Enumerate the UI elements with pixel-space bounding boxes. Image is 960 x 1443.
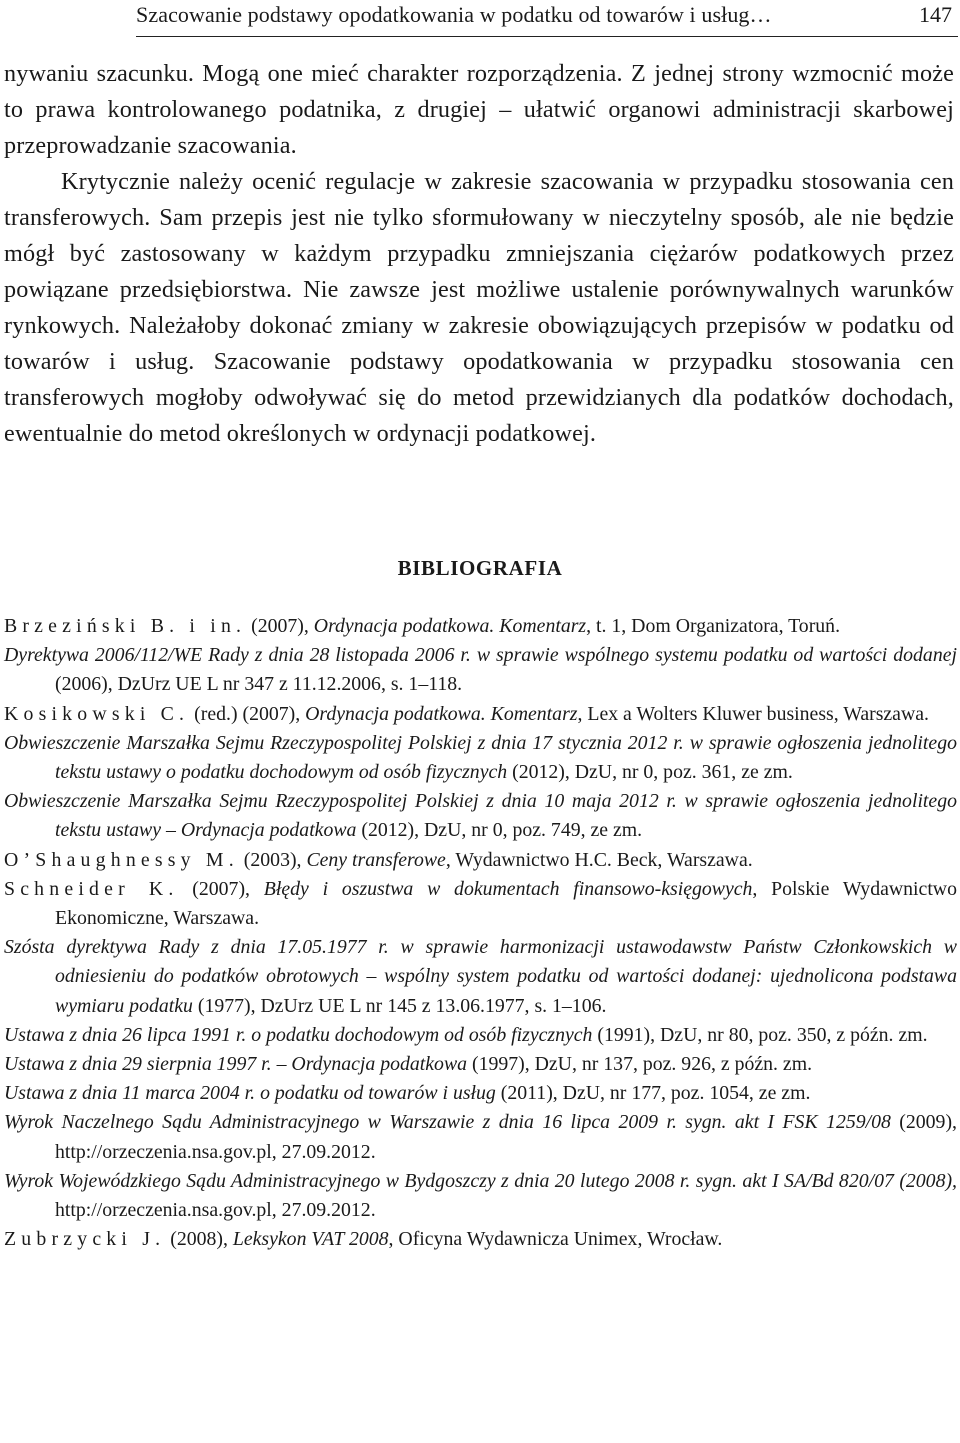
entry-details: (2007),	[246, 615, 314, 637]
entry-title: Szósta dyrektywa Rady z dnia 17.05.1977 r. w sprawie harmonizacji ustawodawstw Państw Członkowskich w odniesieniu do podatków obrotowych – wspólny system podatku od wartości dodanej: ujednolicona podstawa wymiaru podatku	[4, 936, 957, 1017]
bibliography-entry	[4, 700, 957, 729]
entry-details: (2007),	[178, 877, 264, 900]
entry-details: (2006), DzUrz UE L nr 347 z 11.12.2006, s. 1–118.	[55, 673, 463, 696]
bibliography-entry	[4, 1167, 957, 1225]
entry-title: Ustawa z dnia 29 sierpnia 1997 r. – Ordynacja podatkowa	[4, 1053, 468, 1076]
entry-author: Schneider K.	[4, 877, 179, 900]
bibliography-entry	[4, 641, 957, 699]
bibliography-entry	[4, 612, 957, 641]
entry-publisher: , t. 1, Dom Organizatora, Toruń.	[586, 615, 841, 637]
entry-title: Ordynacja podatkowa. Komentarz	[313, 615, 587, 637]
running-header	[136, 0, 958, 37]
entry-title: Ordynacja podatkowa. Komentarz	[305, 702, 578, 725]
bibliography-entry	[4, 1108, 957, 1166]
running-title: Szacowanie podstawy opodatkowania w podatku od towarów i usług…	[136, 2, 772, 27]
entry-title: Wyrok Wojewódzkiego Sądu Administracyjnego w Bydgoszczy z dnia 20 lutego 2008 r. sygn. akt I SA/Bd 820/07 (2008),	[4, 1169, 957, 1192]
entry-title: Dyrektywa 2006/112/WE Rady z dnia 28 listopada 2006 r. w sprawie wspólnego systemu podatku od wartości dodanej	[4, 644, 957, 667]
bibliography-entry	[4, 729, 957, 787]
page-number: 147	[919, 2, 952, 27]
entry-title: Ustawa z dnia 26 lipca 1991 r. o podatku dochodowym od osób fizycznych	[4, 1023, 593, 1046]
entry-details: (red.) (2007),	[189, 702, 306, 725]
bibliography-entry	[4, 1021, 957, 1050]
entry-author: O’Shaughnessy M.	[4, 848, 239, 871]
entry-details: (2012), DzU, nr 0, poz. 361, ze zm.	[507, 761, 793, 784]
entry-details: (2012), DzU, nr 0, poz. 749, ze zm.	[356, 819, 643, 842]
entry-publisher: , Oficyna Wydawnicza Unimex, Wrocław.	[388, 1228, 723, 1251]
entry-details: http://orzeczenia.nsa.gov.pl, 27.09.2012.	[55, 1199, 376, 1222]
bibliography-entry	[4, 1050, 957, 1079]
bibliography-entry	[4, 933, 957, 1021]
entry-title: Błędy i oszustwa w dokumentach finansowo-księgowych	[263, 877, 753, 900]
entry-details: (2009), http://orzeczenia.nsa.gov.pl, 27.09.2012.	[55, 1111, 957, 1163]
bibliography-entry	[4, 846, 957, 875]
bibliography-entry	[4, 1079, 957, 1108]
entry-details: (2011), DzU, nr 177, poz. 1054, ze zm.	[495, 1082, 811, 1105]
entry-author: Zubrzycki J.	[4, 1228, 166, 1251]
entry-details: (1977), DzUrz UE L nr 145 z 13.06.1977, s. 1–106.	[192, 994, 607, 1017]
entry-details: (1997), DzU, nr 137, poz. 926, z późn. zm.	[467, 1053, 813, 1076]
entry-author: Brzeziński B. i in.	[4, 615, 247, 637]
entry-author: Kosikowski C.	[4, 702, 190, 725]
entry-publisher: , Lex a Wolters Kluwer business, Warszawa.	[577, 702, 929, 725]
entry-publisher: , Wydawnictwo H.C. Beck, Warszawa.	[445, 848, 753, 871]
bibliography-entry	[4, 875, 957, 933]
bibliography-entry	[4, 1225, 957, 1254]
body-paragraph: Krytycznie należy ocenić regulacje w zakresie szacowania w przypadku stosowania cen transferowych. Sam przepis jest nie tylko sformułowany w nieczytelny sposób, ale nie będzie mógł być zastosowany w każdym przypadku zmniejszania ciężarów podatkowych przez powiązane przedsiębiorstwa. Nie zawsze jest możliwe ustalenie porównywalnych warunków rynkowych. Należałoby dokonać zmiany w zakresie obowiązujących przepisów w podatku od towarów i usług. Szacowanie podstawy opodatkowania w przypadku stosowania cen transferowych mogłoby odwoływać się do metod przewidzianych dla podatków dochodach, ewentualnie do metod określonych w ordynacji podatkowej.	[4, 168, 954, 447]
entry-details: (1991), DzU, nr 80, poz. 350, z późn. zm.	[592, 1023, 928, 1046]
bibliography-heading: BIBLIOGRAFIA	[397, 556, 563, 580]
entry-publisher: , Polskie Wydawnictwo Ekonomiczne, Warszawa.	[55, 877, 957, 930]
entry-title: Ceny transferowe	[306, 848, 446, 871]
bibliography-entry	[4, 787, 957, 845]
entry-title: Obwieszczenie Marszałka Sejmu Rzeczypospolitej Polskiej z dnia 10 maja 2012 r. w sprawie ogłoszenia jednolitego tekstu ustawy – Ordynacja podatkowa	[4, 790, 957, 842]
entry-details: (2008),	[165, 1228, 233, 1251]
entry-title: Obwieszczenie Marszałka Sejmu Rzeczypospolitej Polskiej z dnia 17 stycznia 2012 r. w sprawie ogłoszenia jednolitego tekstu ustawy o podatku dochodowym od osób fizycznych	[4, 731, 957, 784]
entry-title: Ustawa z dnia 11 marca 2004 r. o podatku od towarów i usług	[4, 1082, 496, 1105]
entry-details: (2003),	[238, 848, 307, 871]
bibliography-list	[4, 612, 957, 1254]
main-text	[4, 56, 954, 452]
entry-title: Wyrok Naczelnego Sądu Administracyjnego w Warszawie z dnia 16 lipca 2009 r. sygn. akt I FSK 1259/08	[4, 1111, 891, 1134]
body-paragraph: nywaniu szacunku. Mogą one mieć charakter rozporządzenia. Z jednej strony wzmocnić może to prawa kontrolowanego podatnika, z drugiej – ułatwić organowi administracji skarbowej przeprowadzanie szacowania.	[4, 60, 954, 159]
entry-title: Leksykon VAT 2008	[232, 1228, 389, 1251]
